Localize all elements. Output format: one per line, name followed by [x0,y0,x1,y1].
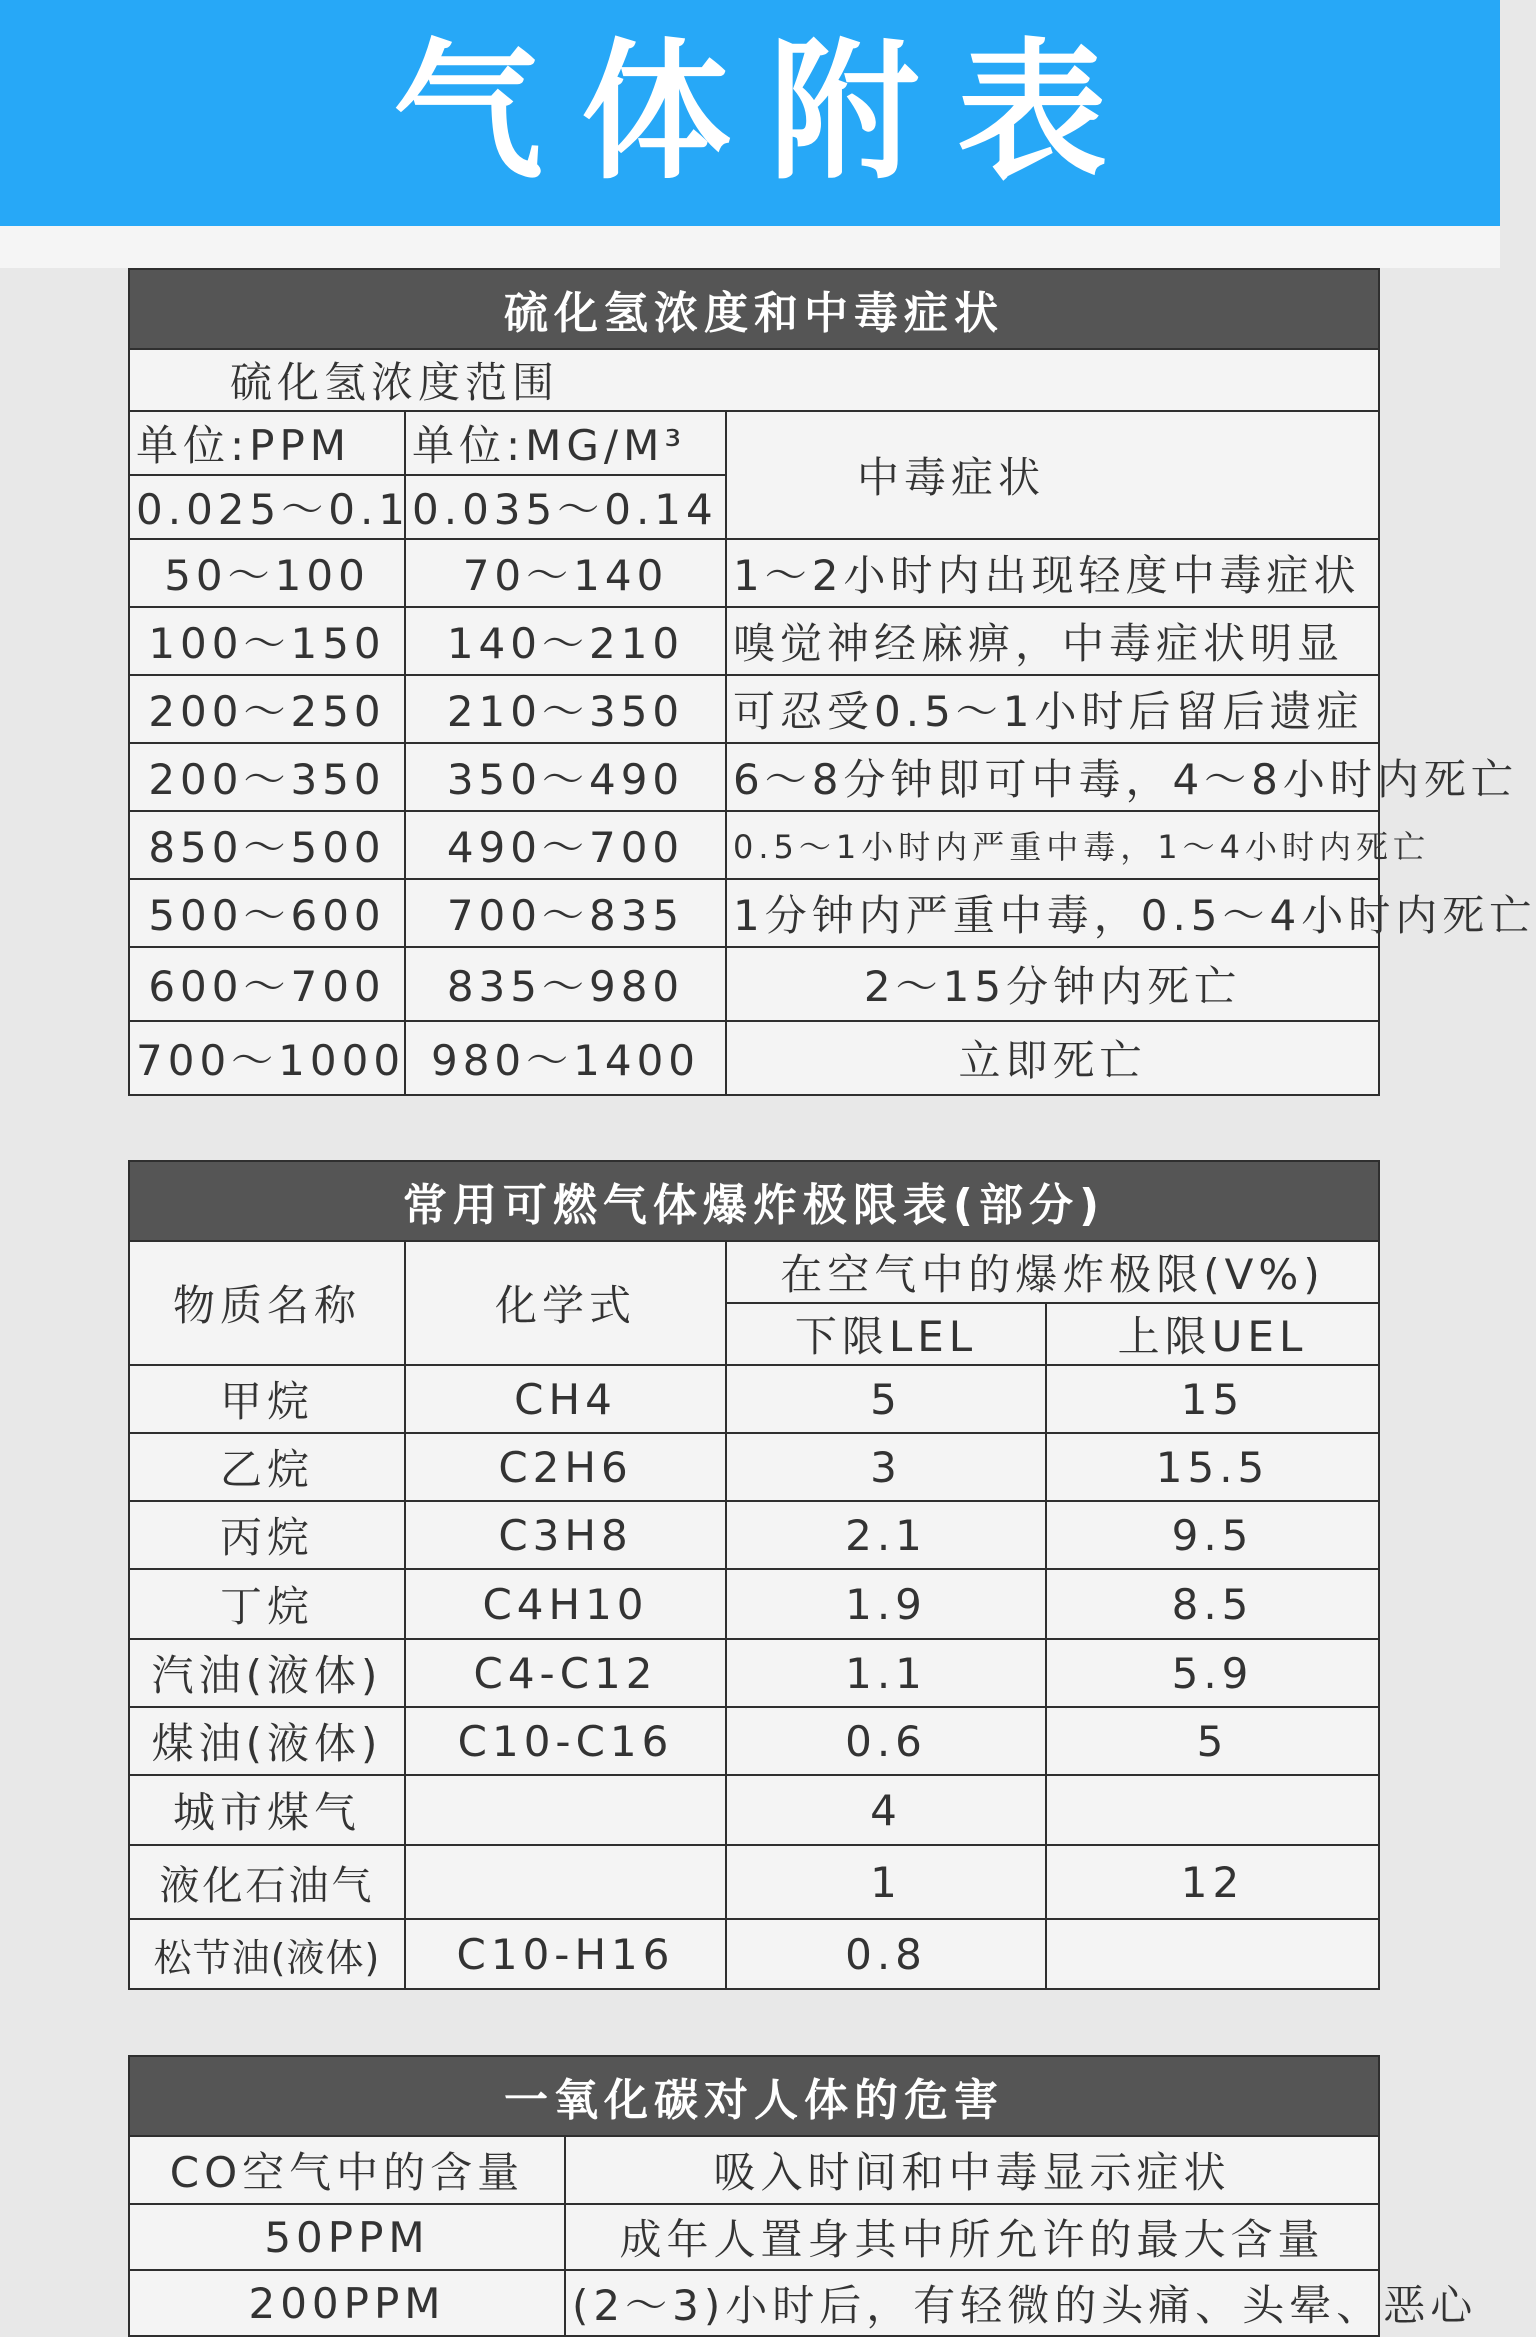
chemical-formula: C4-C12 [405,1639,726,1707]
chemical-formula: C4H10 [405,1569,726,1639]
h2s-ppm: 200～350 [129,743,405,811]
h2s-ppm: 200～250 [129,675,405,743]
explosive-col-lel: 下限LEL [726,1303,1046,1365]
lel-value: 4 [726,1775,1046,1845]
h2s-mg: 210～350 [405,675,726,743]
h2s-symptom: 2～15分钟内死亡 [726,947,1379,1021]
substance-name: 城市煤气 [129,1775,405,1845]
lel-value: 1.1 [726,1639,1046,1707]
table-row [129,811,1379,879]
h2s-range-label: 硫化氢浓度范围 [129,349,1379,411]
co-col-content: CO空气中的含量 [129,2136,565,2204]
chemical-formula: C10-C16 [405,1707,726,1775]
substance-name: 甲烷 [129,1365,405,1433]
co-symptom: (2～3)小时后，有轻微的头痛、头晕、恶心 [565,2270,1379,2336]
table-row [129,1021,1379,1095]
explosive-col-uel: 上限UEL [1046,1303,1379,1365]
h2s-symptom: 可忍受0.5～1小时后留后遗症 [726,675,1379,743]
uel-value [1046,1919,1379,1989]
header-banner [0,0,1500,226]
table-row [129,1775,1379,1845]
co-hazard-table [128,2055,1478,2337]
co-col-symptom: 吸入时间和中毒显示症状 [565,2136,1379,2204]
table-row [129,879,1379,947]
h2s-ppm: 100～150 [129,607,405,675]
h2s-mg: 835～980 [405,947,726,1021]
table-row [129,1501,1379,1569]
chemical-formula: C3H8 [405,1501,726,1569]
substance-name: 丁烷 [129,1569,405,1639]
explosive-limit-table [128,1160,1380,1990]
h2s-symptom: 1～2小时内出现轻度中毒症状 [726,539,1379,607]
h2s-col-symptom: 中毒症状 [726,411,1379,539]
substance-name: 松节油(液体) [129,1919,405,1989]
chemical-formula: C10-H16 [405,1919,726,1989]
uel-value: 15.5 [1046,1433,1379,1501]
substance-name: 乙烷 [129,1433,405,1501]
chemical-formula: CH4 [405,1365,726,1433]
h2s-ppm: 50～100 [129,539,405,607]
uel-value: 8.5 [1046,1569,1379,1639]
table-row [129,1569,1379,1639]
h2s-table [128,268,1536,1096]
lel-value: 1 [726,1845,1046,1919]
lel-value: 2.1 [726,1501,1046,1569]
table-row [129,1433,1379,1501]
uel-value: 9.5 [1046,1501,1379,1569]
h2s-first-mg: 0.035～0.14 [405,475,726,539]
substance-name: 液化石油气 [129,1845,405,1919]
substance-name: 汽油(液体) [129,1639,405,1707]
chemical-formula: C2H6 [405,1433,726,1501]
lel-value: 0.6 [726,1707,1046,1775]
table-row [129,2270,1379,2336]
co-content: 200PPM [129,2270,565,2336]
co-table-title: 一氧化碳对人体的危害 [129,2056,1379,2136]
table-row [129,1919,1379,1989]
lel-value: 3 [726,1433,1046,1501]
co-symptom: 成年人置身其中所允许的最大含量 [565,2204,1379,2270]
table-row [129,1845,1379,1919]
page-title: 气体附表 [392,26,1145,200]
explosive-table-title: 常用可燃气体爆炸极限表(部分) [129,1161,1379,1241]
table-row [129,607,1379,675]
h2s-mg: 350～490 [405,743,726,811]
lel-value: 5 [726,1365,1046,1433]
table-row [129,539,1379,607]
h2s-symptom: 6～8分钟即可中毒，4～8小时内死亡 [726,743,1379,811]
h2s-ppm: 850～500 [129,811,405,879]
h2s-first-ppm: 0.025～0.1 [129,475,405,539]
h2s-mg: 980～1400 [405,1021,726,1095]
h2s-ppm: 500～600 [129,879,405,947]
h2s-ppm: 600～700 [129,947,405,1021]
table-row [129,1707,1379,1775]
h2s-symptom: 立即死亡 [726,1021,1379,1095]
substance-name: 丙烷 [129,1501,405,1569]
h2s-mg: 490～700 [405,811,726,879]
h2s-symptom: 1分钟内严重中毒，0.5～4小时内死亡 [726,879,1379,947]
h2s-mg: 140～210 [405,607,726,675]
h2s-mg: 70～140 [405,539,726,607]
banner-divider [0,226,1500,268]
explosive-col-name: 物质名称 [129,1241,405,1365]
uel-value: 15 [1046,1365,1379,1433]
substance-name: 煤油(液体) [129,1707,405,1775]
table-row [129,1639,1379,1707]
h2s-ppm: 700～1000 [129,1021,405,1095]
chemical-formula [405,1845,726,1919]
h2s-symptom: 嗅觉神经麻痹，中毒症状明显 [726,607,1379,675]
h2s-symptom: 0.5～1小时内严重中毒，1～4小时内死亡 [726,811,1379,879]
h2s-mg: 700～835 [405,879,726,947]
co-content: 50PPM [129,2204,565,2270]
h2s-table-title: 硫化氢浓度和中毒症状 [129,269,1379,349]
table-row [129,2204,1379,2270]
uel-value [1046,1775,1379,1845]
explosive-col-limit: 在空气中的爆炸极限(V%) [726,1241,1379,1303]
table-row [129,947,1379,1021]
chemical-formula [405,1775,726,1845]
table-row [129,1365,1379,1433]
uel-value: 12 [1046,1845,1379,1919]
uel-value: 5 [1046,1707,1379,1775]
table-row [129,675,1379,743]
lel-value: 1.9 [726,1569,1046,1639]
table-row [129,743,1379,811]
h2s-col-mg: 单位:MG/M³ [405,411,726,475]
h2s-col-ppm: 单位:PPM [129,411,405,475]
explosive-col-formula: 化学式 [405,1241,726,1365]
lel-value: 0.8 [726,1919,1046,1989]
uel-value: 5.9 [1046,1639,1379,1707]
